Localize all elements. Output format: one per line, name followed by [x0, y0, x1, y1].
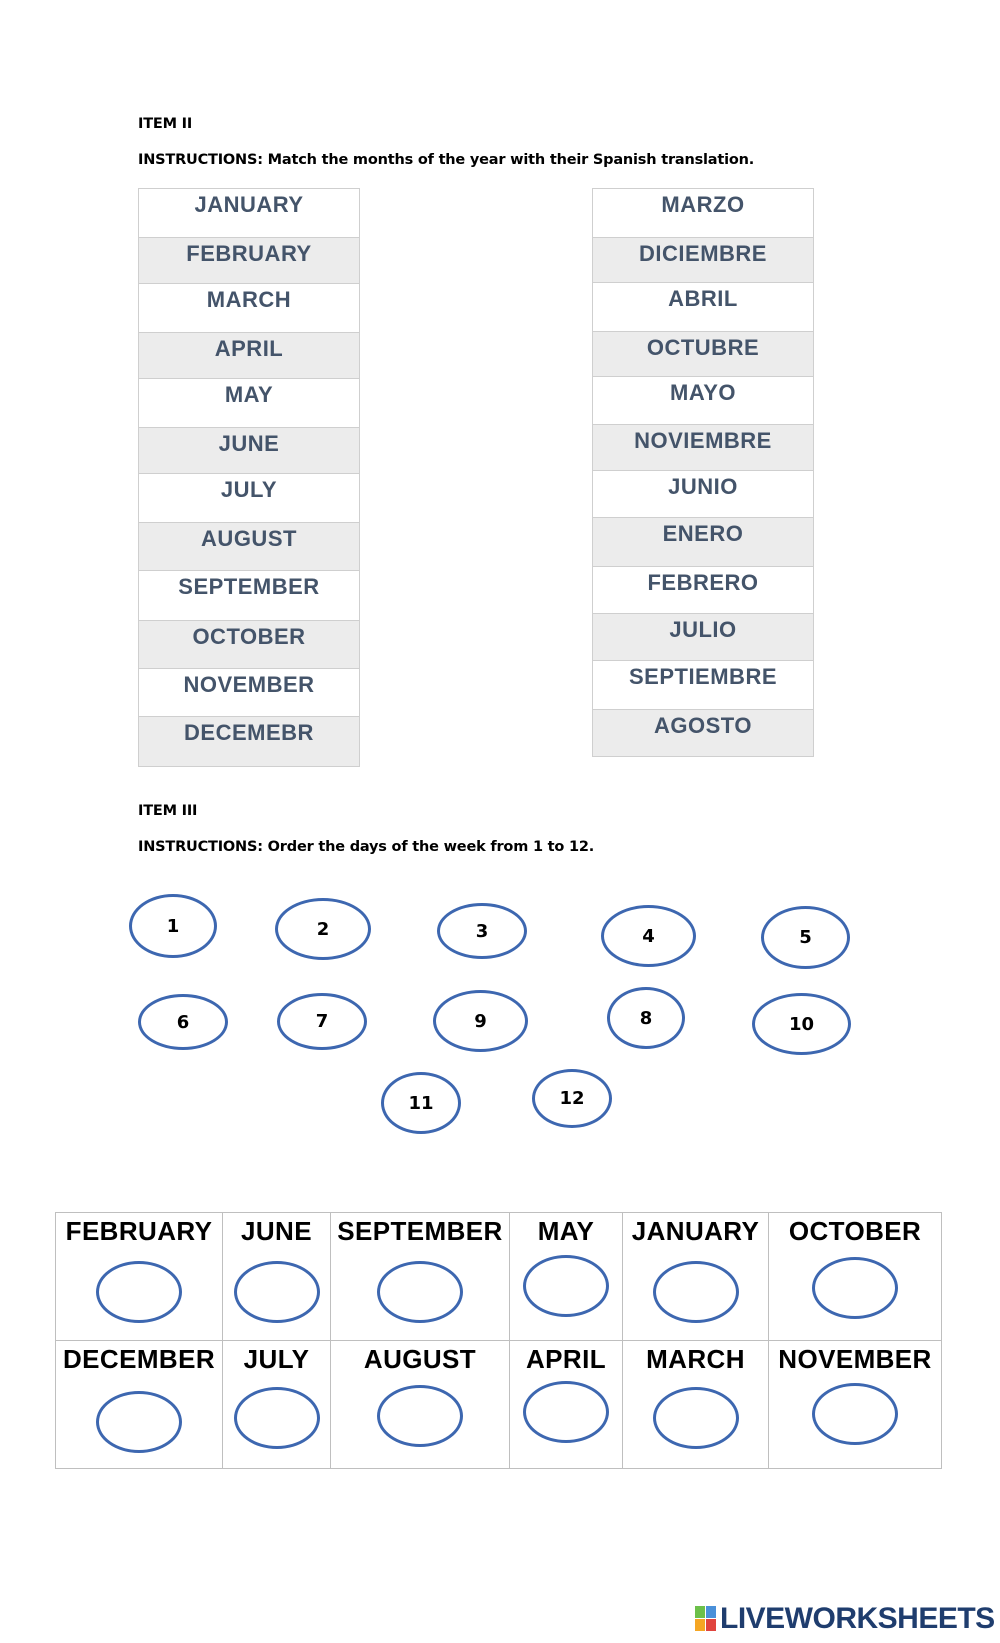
spanish-months-column — [592, 188, 814, 757]
spanish-month-cell[interactable]: MAYO — [593, 377, 813, 425]
month-label: APRIL — [526, 1344, 606, 1374]
answer-circle[interactable] — [523, 1381, 609, 1443]
spanish-month-cell[interactable]: AGOSTO — [593, 710, 813, 756]
answer-circle[interactable] — [812, 1383, 898, 1445]
answer-circle[interactable] — [234, 1261, 320, 1323]
english-months-column — [138, 188, 360, 767]
english-month-cell[interactable]: JANUARY — [139, 189, 359, 238]
number-oval[interactable]: 4 — [601, 905, 696, 967]
answer-circle[interactable] — [653, 1261, 739, 1323]
answer-circle[interactable] — [234, 1387, 320, 1449]
spanish-month-cell[interactable]: SEPTIEMBRE — [593, 661, 813, 710]
answer-circle[interactable] — [377, 1385, 463, 1447]
spanish-month-cell[interactable]: JUNIO — [593, 471, 813, 518]
grid-cell — [331, 1341, 510, 1469]
english-month-cell[interactable]: NOVEMBER — [139, 669, 359, 717]
month-label: NOVEMBER — [778, 1344, 932, 1374]
spanish-month-cell[interactable]: ABRIL — [593, 283, 813, 332]
grid-cell — [56, 1213, 223, 1341]
item-2-instructions: INSTRUCTIONS: Match the months of the year with their Spanish translation. — [138, 152, 755, 168]
grid-cell — [623, 1213, 769, 1341]
grid-cell — [223, 1341, 331, 1469]
spanish-month-cell[interactable]: ENERO — [593, 518, 813, 567]
answer-circle[interactable] — [96, 1261, 182, 1323]
grid-cell — [769, 1341, 942, 1469]
grid-cell — [623, 1341, 769, 1469]
spanish-month-cell[interactable]: OCTUBRE — [593, 332, 813, 377]
answer-circle[interactable] — [96, 1391, 182, 1453]
month-label: DECEMBER — [63, 1344, 215, 1374]
number-oval[interactable]: 10 — [752, 993, 851, 1055]
liveworksheets-logo — [695, 1602, 995, 1636]
grid-cell — [331, 1213, 510, 1341]
grid-cell — [223, 1213, 331, 1341]
english-month-cell[interactable]: FEBRUARY — [139, 238, 359, 284]
month-label: MAY — [537, 1216, 595, 1246]
month-label: OCTOBER — [788, 1216, 922, 1246]
number-oval[interactable]: 12 — [532, 1069, 612, 1128]
month-label: JUNE — [241, 1216, 312, 1246]
number-oval[interactable]: 1 — [129, 894, 217, 958]
month-label: FEBRUARY — [65, 1216, 213, 1246]
logo-text: LIVEWORKSHEETS — [720, 1602, 995, 1635]
grid-cell — [510, 1341, 623, 1469]
item-2-title: ITEM II — [138, 116, 193, 132]
spanish-month-cell[interactable]: FEBRERO — [593, 567, 813, 614]
answer-circle[interactable] — [812, 1257, 898, 1319]
english-month-cell[interactable]: AUGUST — [139, 523, 359, 571]
number-oval[interactable]: 3 — [437, 903, 527, 959]
spanish-month-cell[interactable]: JULIO — [593, 614, 813, 661]
number-oval[interactable]: 11 — [381, 1072, 461, 1134]
grid-cell — [769, 1213, 942, 1341]
answer-circle[interactable] — [523, 1255, 609, 1317]
month-label: SEPTEMBER — [337, 1216, 503, 1246]
english-month-cell[interactable]: JUNE — [139, 428, 359, 474]
month-label: AUGUST — [363, 1344, 477, 1374]
english-month-cell[interactable]: SEPTEMBER — [139, 571, 359, 621]
english-month-cell[interactable]: OCTOBER — [139, 621, 359, 669]
number-oval[interactable]: 2 — [275, 898, 371, 960]
item-3-instructions: INSTRUCTIONS: Order the days of the week from 1 to 12. — [138, 839, 595, 855]
english-month-cell[interactable]: APRIL — [139, 333, 359, 379]
spanish-month-cell[interactable]: DICIEMBRE — [593, 238, 813, 283]
english-month-cell[interactable]: JULY — [139, 474, 359, 523]
logo-blocks-icon — [695, 1606, 717, 1632]
english-month-cell[interactable]: DECEMEBR — [139, 717, 359, 766]
answer-circle[interactable] — [653, 1387, 739, 1449]
item-3-title: ITEM III — [138, 803, 198, 819]
answer-circle[interactable] — [377, 1261, 463, 1323]
grid-cell — [510, 1213, 623, 1341]
number-oval[interactable]: 5 — [761, 906, 850, 969]
english-month-cell[interactable]: MAY — [139, 379, 359, 428]
spanish-month-cell[interactable]: NOVIEMBRE — [593, 425, 813, 471]
month-label: JANUARY — [631, 1216, 760, 1246]
months-order-grid — [55, 1212, 942, 1469]
month-label: MARCH — [646, 1344, 745, 1374]
number-oval[interactable]: 8 — [607, 987, 685, 1049]
spanish-month-cell[interactable]: MARZO — [593, 189, 813, 238]
number-oval[interactable]: 9 — [433, 990, 528, 1052]
number-oval[interactable]: 6 — [138, 994, 228, 1050]
grid-cell — [56, 1341, 223, 1469]
month-label: JULY — [243, 1344, 310, 1374]
number-oval[interactable]: 7 — [277, 993, 367, 1050]
english-month-cell[interactable]: MARCH — [139, 284, 359, 333]
